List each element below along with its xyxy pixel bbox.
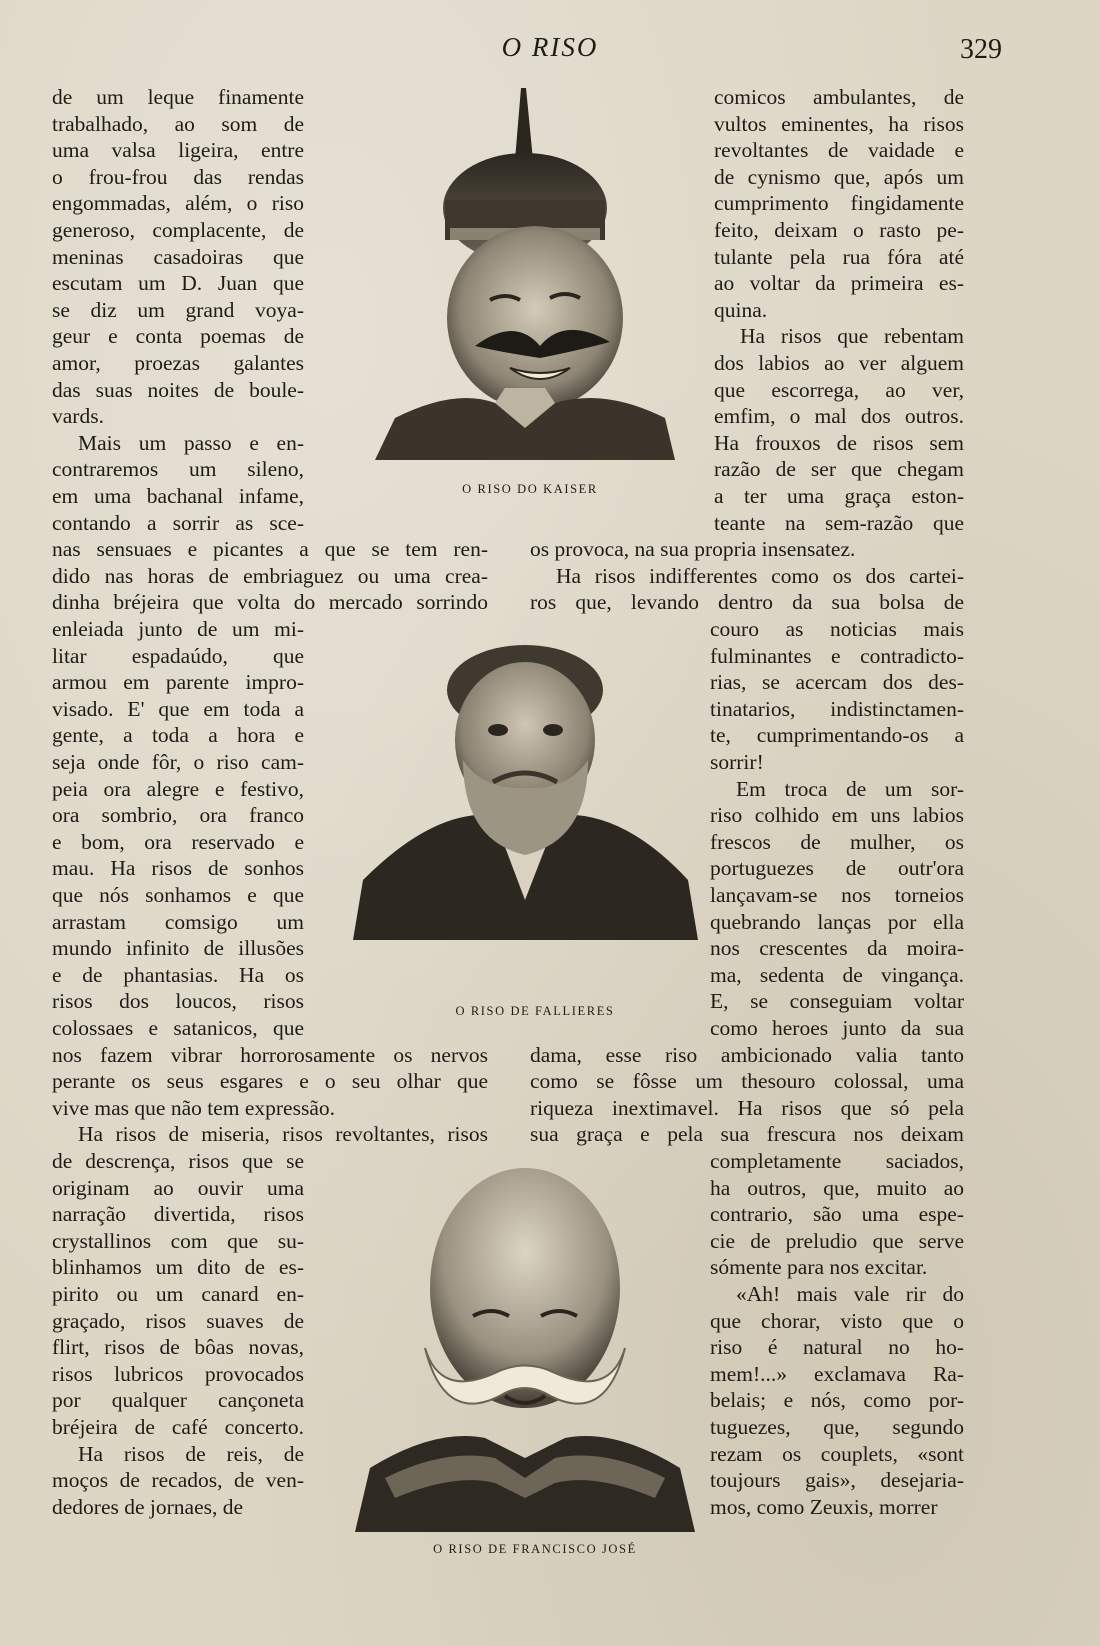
right-column-line: E, se conseguiam voltar [710,989,964,1013]
left-column-line: meninas casadoiras que [52,245,304,269]
left-column-line: originam ao ouvir uma [52,1176,304,1200]
right-column-line: a ter uma graça eston- [714,484,964,508]
right-column-line: tulante pela rua fóra até [714,245,964,269]
caption-francisco-jose: O RISO DE FRANCISCO JOSÉ [433,1542,637,1556]
left-column-line: se diz um grand voya- [52,298,304,322]
left-column-line: Mais um passo e en- [78,431,304,455]
left-column-line: nos fazem vibrar horrorosamente os nervos [52,1043,488,1067]
right-column-line: que chorar, visto que o [710,1309,964,1333]
running-title: O RISO [501,32,599,62]
right-column-line: toujours gais», desejaria- [710,1468,964,1492]
right-column-line: cumprimento fingidamente [714,191,964,215]
right-column-line: revoltantes de vaidade e [714,138,964,162]
left-column-line: geur e conta poemas de [52,324,304,348]
right-column-line: riso colhido em uns labios [710,803,964,827]
left-column-line: Ha risos de miseria, risos revoltantes, risos [78,1122,488,1146]
right-column-line: riso é natural no ho- [710,1335,964,1359]
left-column-line: armou em parente impro- [52,670,304,694]
right-column-line: completamente saciados, [710,1149,964,1173]
francisco-jose-portrait [355,1158,695,1532]
left-column-line: mundo infinito de illusões [52,936,304,960]
right-column-line: como heroes junto da sua [710,1016,964,1040]
right-column-line: lançavam-se nos torneios [710,883,964,907]
right-column-line: tuguezes, que, segundo [710,1415,964,1439]
left-column-line: risos dos loucos, risos [52,989,304,1013]
left-column-line: que nós sonhamos e que [52,883,304,907]
right-column-line: portuguezes de outr'ora [710,856,964,880]
left-column-line: blinhamos um dito de es- [52,1255,304,1279]
right-column-line: ros que, levando dentro da sua bolsa de [530,590,964,614]
left-column-line: generoso, complacente, de [52,218,304,242]
right-column-line: rezam os couplets, «sont [710,1442,964,1466]
left-column-line: escutam um D. Juan que [52,271,304,295]
fallieres-portrait [353,640,698,940]
left-column-line: colossaes e satanicos, que [52,1016,304,1040]
right-column-line: cie de preludio que serve [710,1229,964,1253]
right-column-line: comicos ambulantes, de [714,85,964,109]
left-column-line: dido nas horas de embriaguez ou uma crea- [52,564,488,588]
left-column-line: enleiada junto de um mi- [52,617,304,641]
right-column-line: quina. [714,298,768,322]
left-column-line: mau. Ha risos de sonhos [52,856,304,880]
kaiser-portrait [375,88,675,460]
right-column-line: frescos de mulher, os [710,830,964,854]
left-column-line: arrastam comsigo um [52,910,304,934]
left-column-line: amor, proezas galantes [52,351,304,375]
right-column-line: contrario, são uma espe- [710,1202,964,1226]
right-column-line: tinatarios, indistinctamen- [710,697,964,721]
right-column-line: emfim, o mal dos outros. [714,404,964,428]
right-column-line: os provoca, na sua propria insensatez. [530,537,856,561]
caption-fallieres: O RISO DE FALLIERES [455,1004,615,1018]
right-column-line: feito, deixam o rasto pe- [714,218,964,242]
left-column-line: e de phantasias. Ha os [52,963,304,987]
right-column-line: rias, se acercam dos des- [710,670,964,694]
right-column-line: dos labios ao ver alguem [714,351,964,375]
left-column-line: pirito ou um canard en- [52,1282,304,1306]
right-column-line: nos crescentes da moira- [710,936,964,960]
right-column-line: «Ah! mais vale rir do [736,1282,964,1306]
right-column-line: de cynismo que, após um [714,165,964,189]
right-column-line: mos, como Zeuxis, morrer [710,1495,938,1519]
left-column-line: vards. [52,404,104,428]
left-column-line: moços de recados, de ven- [52,1468,304,1492]
right-column-line: te, cumprimentando-os a [710,723,964,747]
right-column-line: razão de ser que chegam [714,457,964,481]
left-column-line: dedores de jornaes, de [52,1495,244,1519]
left-column-line: das suas noites de boule- [52,378,304,402]
left-column-line: graçado, risos suaves de [52,1309,304,1333]
left-column-line: engommadas, além, o riso [52,191,304,215]
left-column-line: Ha risos de reis, de [78,1442,304,1466]
left-column-line: narração divertida, risos [52,1202,304,1226]
right-column-line: sua graça e pela sua frescura nos deixam [530,1122,964,1146]
right-column-line: como se fôsse um thesouro colossal, uma [530,1069,964,1093]
left-column-line: contraremos um sileno, [52,457,304,481]
left-column-line: gente, a toda a hora e [52,723,304,747]
right-column-line: ao voltar da primeira es- [714,271,964,295]
left-column-line: nas sensuaes e picantes a que se tem ren- [52,537,488,561]
right-column-line: Ha frouxos de risos sem [714,431,964,455]
left-column-line: risos lubricos provocados [52,1362,304,1386]
right-column-line: quebrando lanças por ella [710,910,964,934]
right-column-line: sorrir! [710,750,764,774]
right-column-line: mem!...» exclamava Ra- [710,1362,964,1386]
left-column-line: e bom, ora reservado e [52,830,304,854]
left-column-line: litar espadaúdo, que [52,644,304,668]
left-column-line: visado. E' que em toda a [52,697,304,721]
left-column-line: em uma bachanal infame, [52,484,304,508]
left-column-line: peia ora alegre e festivo, [52,777,304,801]
right-column-line: sómente para nos excitar. [710,1255,928,1279]
right-column-line: couro as noticias mais [710,617,964,641]
right-column-line: fulminantes e contradicto- [710,644,964,668]
right-column-line: teante na sem-razão que [714,511,964,535]
left-column-line: perante os seus esgares e o seu olhar que [52,1069,488,1093]
left-column-line: seja onde fôr, o riso cam- [52,750,304,774]
right-column-line: ma, sedenta de vingança. [710,963,964,987]
right-column-line: ha outros, que, muito ao [710,1176,964,1200]
page-number: 329 [960,34,1002,65]
right-column-line: riqueza inextimavel. Ha risos que só pela [530,1096,964,1120]
right-column-line: Ha risos indifferentes como os dos cartei- [556,564,964,588]
left-column-line: contando a sorrir as sce- [52,511,304,535]
left-column-line: vive mas que não tem expressão. [52,1096,335,1120]
right-column-line: Em troca de um sor- [736,777,964,801]
left-column-line: ora sombrio, ora franco [52,803,304,827]
left-column-line: de descrença, risos que se [52,1149,304,1173]
left-column-line: bréjeira de café concerto. [52,1415,304,1439]
right-column-line: vultos eminentes, ha risos [714,112,964,136]
right-column-line: que escorrega, ao ver, [714,378,964,402]
running-header [0,30,1100,66]
left-column-line: dinha bréjeira que volta do mercado sorrindo [52,590,488,614]
caption-kaiser: O RISO DO KAISER [462,482,598,496]
right-column-line: belais; e nós, como por- [710,1388,964,1412]
left-column-line: trabalhado, ao som de [52,112,304,136]
left-column-line: uma valsa ligeira, entre [52,138,304,162]
left-column-line: o frou-frou das rendas [52,165,304,189]
left-column-line: crystallinos com que su- [52,1229,304,1253]
right-column-line: Ha risos que rebentam [740,324,964,348]
left-column-line: de um leque finamente [52,85,304,109]
right-column-line: dama, esse riso ambicionado valia tanto [530,1043,964,1067]
left-column-line: por qualquer cançoneta [52,1388,304,1412]
left-column-line: flirt, risos de bôas novas, [52,1335,304,1359]
